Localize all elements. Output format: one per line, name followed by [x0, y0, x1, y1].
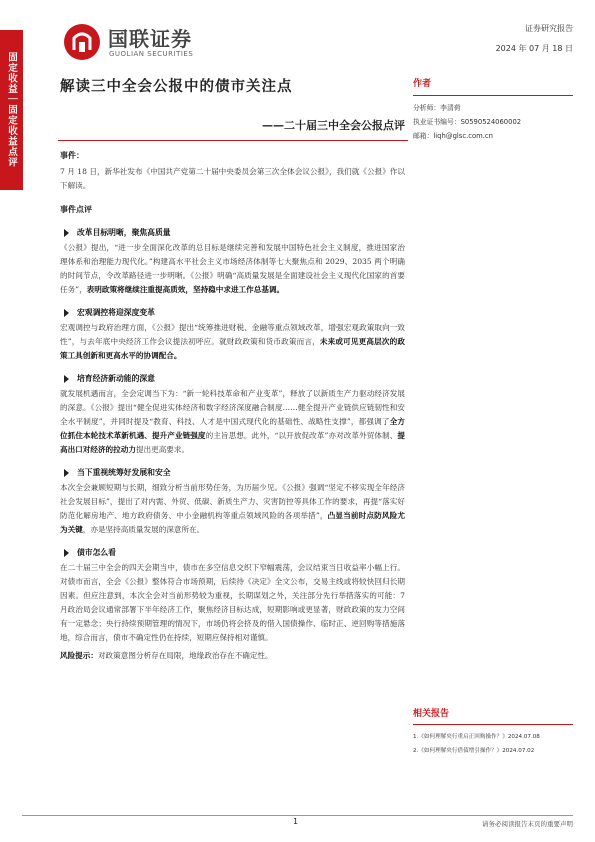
related-report-link[interactable]: 1.《如何理解央行重启正回购操作？》2024.07.08	[413, 734, 540, 740]
report-body	[60, 146, 405, 667]
authors-heading: 作者	[413, 79, 432, 89]
analyst-name: 分析师：李清荷	[413, 104, 461, 112]
logo-text-cn: 国联证券	[108, 27, 192, 51]
section-heading: 改革目标明晰，聚焦高质量	[60, 226, 405, 240]
report-type: 证券研究报告	[525, 24, 573, 33]
sidebar-category-label: 固定收益｜固定收益点评	[0, 30, 23, 190]
page-title: 解读三中全会公报中的债市关注点	[60, 79, 293, 95]
related-reports-list	[413, 730, 578, 758]
title-divider	[58, 140, 408, 141]
authors-block	[413, 101, 578, 143]
triangle-bullet-icon	[64, 469, 69, 477]
analyst-license: 执业证书编号：S0590524060002	[413, 118, 522, 126]
section-paragraph: 《公报》提出，“进一步全面深化改革的总目标是继续完善和发展中国特色社会主义制度，推进国家治理体系和治理能力现代化。”构建高水平社会主义市场经济体制等七大聚焦点和 2029、2035 两个明确的时间节点，令改革路径进一步明晰。《公报》明确“高质量发展是全面建设社会主义现代化国家的首要任务”，表明政策将继续注重提高质效，坚持稳中求进工作总基调。	[60, 243, 405, 294]
event-label: 事件：	[60, 151, 84, 160]
footer-divider	[22, 815, 573, 816]
triangle-bullet-icon	[64, 309, 69, 317]
disclaimer-note: 请务必阅读报告末页的重要声明	[482, 820, 573, 828]
section-heading: 当下重视统筹好发展和安全	[60, 466, 405, 480]
page-number: 1	[293, 817, 299, 826]
section-paragraph: 宏观调控与政府治理方面，《公报》提出“统筹推进财税、金融等重点领域改革，增强宏观政策取向一致性”，与去年底中央经济工作会议提法初呼应。就财政政策和货币政策而言，未来或可见更高层次的政策工具创新和更高水平的协调配合。	[60, 323, 405, 360]
section-heading: 培育经济新动能的深意	[60, 372, 405, 386]
event-text: 7 月 18 日，新华社发布《中国共产党第二十届中央委员会第三次全体会议公报》，我们就《公报》作以下解读。	[60, 167, 405, 190]
company-logo	[62, 20, 222, 68]
section-paragraph: 本次全会兼顾短期与长期，细致分析当前形势任务，为历届少见。《公报》强调“坚定不移实现全年经济社会发展目标”，提出了对内需、外贸、低碳、新质生产力、灾害防控等具体工作的要求，再提“落实好防范化解房地产、地方政府债务、中小金融机构等重点领域风险的各项举措”，凸显当前时点防风险尤为关键，亦是坚持高质量发展的深意所在。	[60, 483, 405, 534]
triangle-bullet-icon	[64, 549, 69, 557]
logo-mark-icon	[62, 22, 102, 62]
related-reports-heading: 相关报告	[413, 709, 450, 719]
page-subtitle: ——二十届三中全会公报点评	[262, 119, 405, 132]
section-heading: 宏观调控将迎深度变革	[60, 306, 405, 320]
section-paragraph: 就发展机遇而言，全会定调当下为：“新一轮科技革命和产业变革”，释放了以新质生产力驱动经济发展的深意。《公报》提出“健全促进实体经济和数字经济深度融合制度……健全提升产业链供应链韧性和安全水平制度”，并同时提及“教育、科技、人才是中国式现代化的基础性、战略性支撑”，都强调了全方位抓住本轮技术革新机遇、提升产业链强度的主旨思想。此外，“以开放促改革”亦对改革外贸体制、提高出口对经济的拉动力提出更高要求。	[60, 389, 405, 454]
section-heading: 债市怎么看	[60, 546, 405, 560]
logo-text-en: GUOLIAN SECURITIES	[109, 50, 194, 58]
risk-note: 风险提示：对政策意图分析存在局限，地缘政治存在不确定性。	[60, 651, 273, 660]
sidebar	[0, 0, 23, 842]
related-divider	[413, 724, 573, 725]
triangle-bullet-icon	[64, 229, 69, 237]
authors-divider	[413, 95, 573, 96]
triangle-bullet-icon	[64, 375, 69, 383]
comment-label: 事件点评	[60, 205, 92, 214]
analyst-email[interactable]: 邮箱：liqh@glsc.com.cn	[413, 132, 493, 140]
related-report-link[interactable]: 2.《如何理解央行借债增引操作？》2024.07.02	[413, 748, 535, 754]
section-paragraph: 在二十届三中全会的四天会期当中，债市在多空信息交织下窄幅震荡，会议结束当日收益率小幅上行。对债市而言，全会《公报》整体符合市场预期，后续待《决定》全文公布，交易主线或将较快回归长期因素。但应注意到，本次全会对当前形势较为重视，长期谋划之外，关注部分先行举措落实的可能：7 月政治局会议通常部署下半年经济工作，聚焦经济目标达成，短期影响或更显著，财政政策的发力空间有一定悬念；央行持续预期管理的情况下，市场仍将会挤及的借入国债操作、临时正、逆回购等措施落地，综合而言，债市不确定性仍在持续，短期应保持相对谨慎。	[60, 563, 405, 642]
report-date: 2024 年 07 月 18 日	[495, 44, 573, 53]
